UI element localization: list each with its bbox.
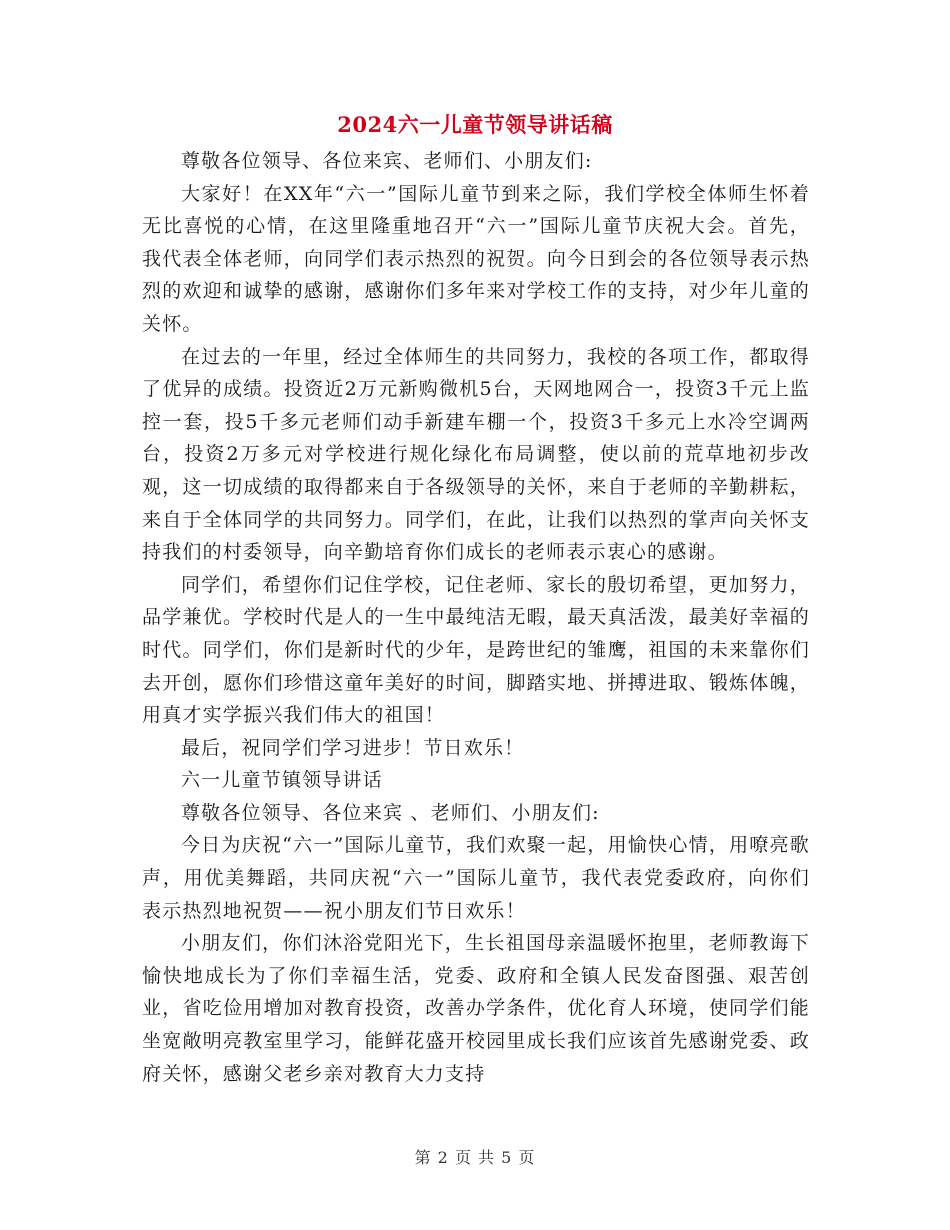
closing-paragraph: 最后，祝同学们学习进步！节日欢乐！ <box>180 736 525 759</box>
document-title: 2024六一儿童节领导讲话稿 <box>337 112 613 137</box>
body-paragraph: 小朋友们，你们沐浴党阳光下，生长祖国母亲温暖怀抱里，老师教诲下愉快地成长为了你们幸福生活，党委、政府和全镇人民发奋图强、艰苦创业，省吃俭用增加对教育投资，改善办学条件，优化育人环境，使同学们能坐宽敞明亮教室里学习，能鲜花盛开校园里成长我们应该首先感谢党委、政府关怀，感谢父老乡亲对教育大力支持 <box>142 932 810 1085</box>
body-paragraph: 今日为庆祝“六一”国际儿童节，我们欢聚一起，用愉快心情，用嘹亮歌声，用优美舞蹈，共同庆祝“六一”国际儿童节，我代表党委政府，向你们表示热烈地祝贺——祝小朋友们节日欢乐！ <box>142 834 810 922</box>
salutation-paragraph: 尊敬各位领导、各位来宾 、老师们、小朋友们: <box>180 801 600 824</box>
document-body <box>142 145 810 1090</box>
section-heading: 六一儿童节镇领导讲话 <box>180 769 383 792</box>
page-number-footer: 第 2 页 共 5 页 <box>414 1148 536 1167</box>
body-paragraph: 大家好！在XX年“六一”国际儿童节到来之际，我们学校全体师生怀着无比喜悦的心情，在这里隆重地召开“六一”国际儿童节庆祝大会。首先，我代表全体老师，向同学们表示热烈的祝贺。向今日到会的各位领导表示热烈的欢迎和诚挚的感谢，感谢你们多年来对学校工作的支持，对少年儿童的关怀。 <box>142 182 810 335</box>
body-paragraph: 同学们，希望你们记住学校，记住老师、家长的殷切希望，更加努力，品学兼优。学校时代是人的一生中最纯洁无暇，最天真活泼，最美好幸福的时代。同学们，你们是新时代的少年，是跨世纪的雏鹰，祖国的未来靠你们去开创，愿你们珍惜这童年美好的时间，脚踏实地、拼搏进取、锻炼体魄，用真才实学振兴我们伟大的祖国！ <box>142 573 810 727</box>
body-paragraph: 在过去的一年里，经过全体师生的共同努力，我校的各项工作，都取得了优异的成绩。投资近2万元新购微机5台，天网地网合一，投资3千元上监控一套，投5千多元老师们动手新建车棚一个，投资3千多元上水冷空调两台，投资2万多元对学校进行规化绿化布局调整，使以前的荒草地初步改观，这一切成绩的取得都来自于各级领导的关怀，来自于老师的辛勤耕耘，来自于全体同学的共同努力。同学们，在此，让我们以热烈的掌声向关怀支持我们的村委领导，向辛勤培育你们成长的老师表示衷心的感谢。 <box>142 345 810 564</box>
salutation-paragraph: 尊敬各位领导、各位来宾、老师们、小朋友们: <box>180 150 593 172</box>
